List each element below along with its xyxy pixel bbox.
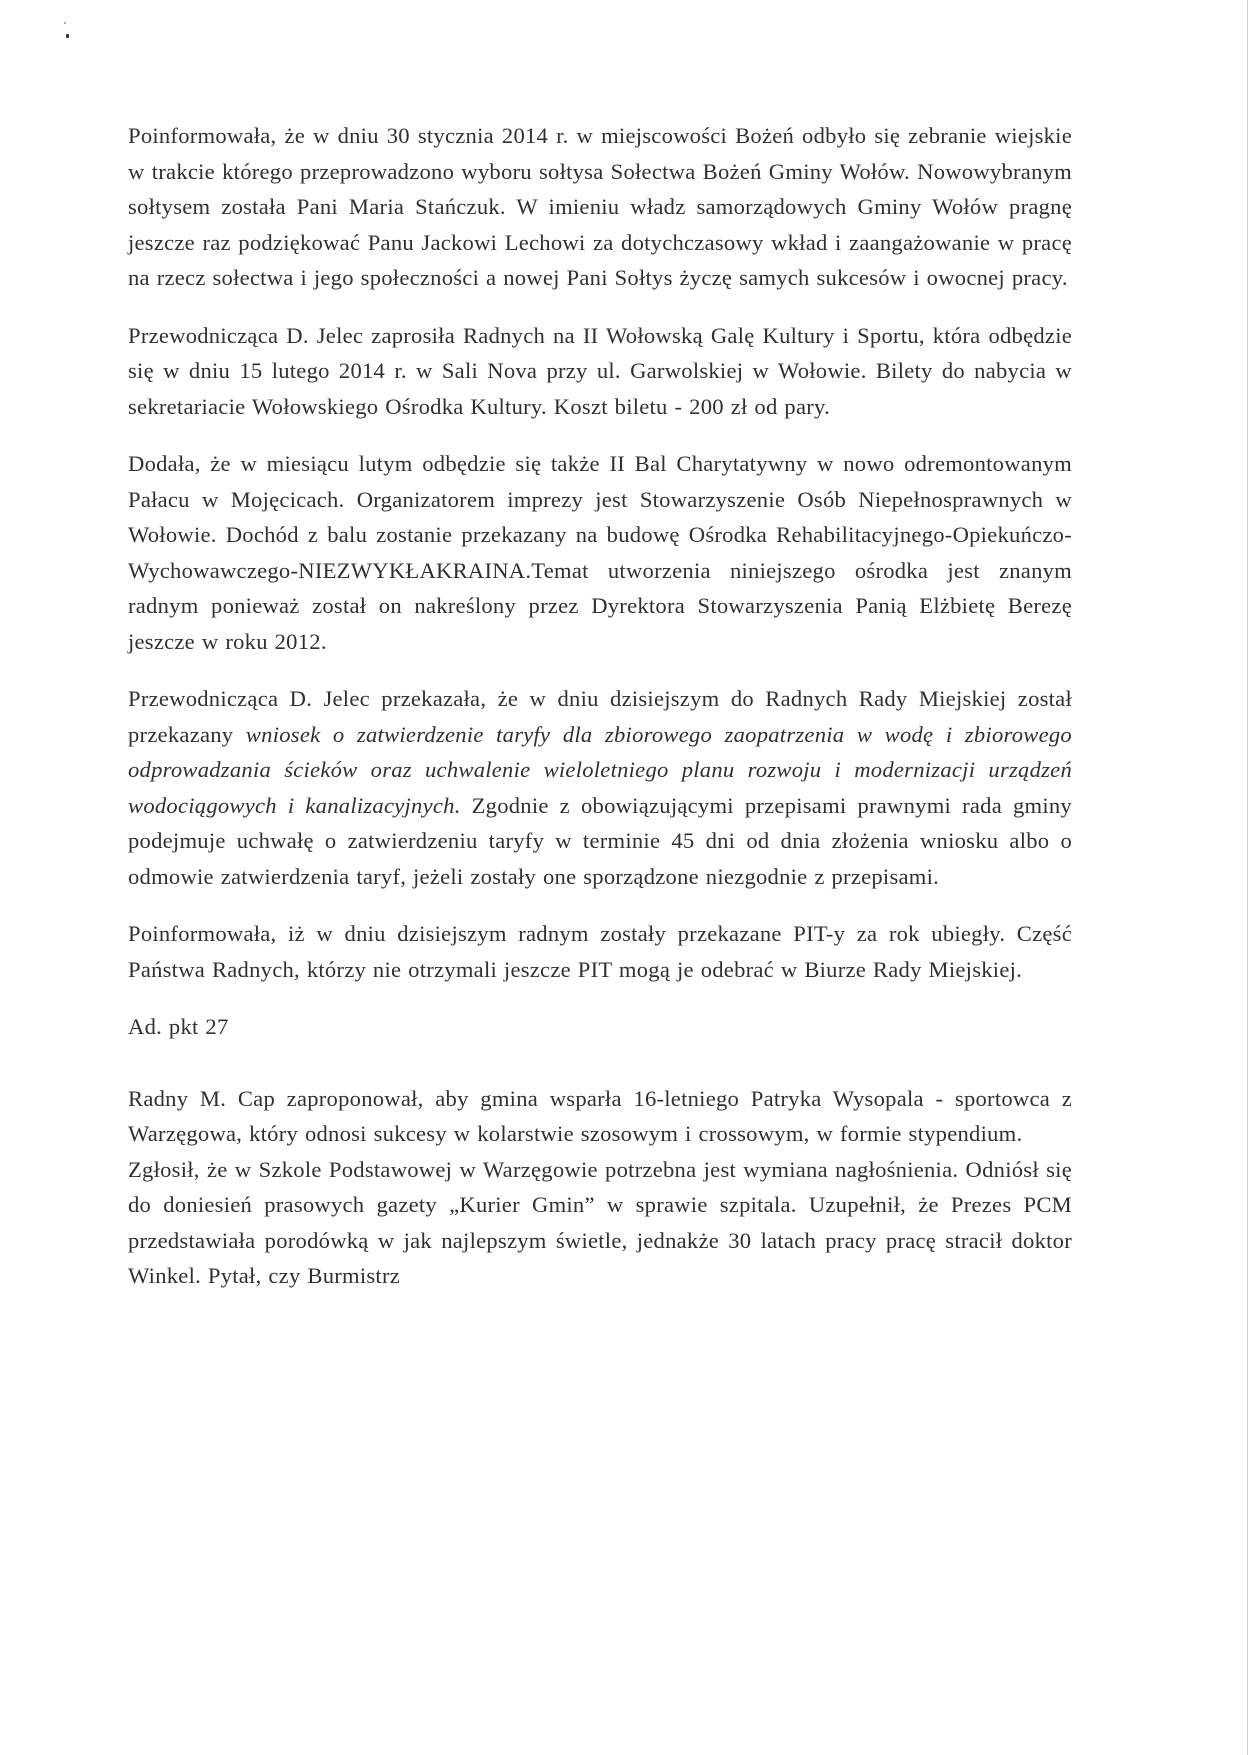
tariff-motion-title: wniosek o zatwierdzenie taryfy dla zbiorowego zaopatrzenia w wodę i zbiorowego odprowadzania ścieków oraz uchwalenie wieloletniego planu rozwoju i modernizacji urządzeń wodociągowych i kanalizacyjnych. — [128, 721, 1072, 818]
tariff-text-rest: Zgodnie z obowiązującymi przepisami prawnymi rada gminy podejmuje uchwałę o zatwierdzeniu taryfy w terminie 45 dni od dnia złożenia wniosku albo o odmowie zatwierdzenia taryf, jeżeli zostały one sporządzone niezgodnie z przepisami. — [128, 792, 1072, 889]
scan-speck — [64, 22, 66, 24]
document-body — [128, 118, 1072, 1294]
scan-speck — [66, 34, 69, 38]
paragraph-school-and-hospital: Zgłosił, że w Szkole Podstawowej w Warzęgowie potrzebna jest wymiana nagłośnienia. Odniósł się do doniesień prasowych gazety „Kurier Gmin” w sprawie szpitala. Uzupełnił, że Prezes PCM przedstawiała porodówką w jak najlepszym świetle, jednakże 30 latach pracy pracę stracił doktor Winkel. Pytał, czy Burmistrz — [128, 1156, 1072, 1288]
paragraph-charity-ball: Dodała, że w miesiącu lutym odbędzie się także II Bal Charytatywny w nowo odremontowanym Pałacu w Mojęcicach. Organizatorem imprezy jest Stowarzyszenie Osób Niepełnosprawnych w Wołowie. Dochód z balu zostanie przekazany na budowę Ośrodka Rehabilitacyjnego-Opiekuńczo-Wychowawczego-NIEZWYKŁAKRAINA.Temat utworzenia niniejszego ośrodka jest znanym radnym ponieważ został on nakreślony przez Dyrektora Stowarzyszenia Panią Elżbietę Berezę jeszcze w roku 2012. — [128, 451, 1072, 654]
tariff-text-intro: Przewodnicząca D. Jelec przekazała, że w dniu dzisiejszym do Radnych Rady Miejskiej został przekazany — [128, 686, 1072, 747]
paragraph-culture-gala: Przewodnicząca D. Jelec zaprosiła Radnych na II Wołowską Galę Kultury i Sportu, która odbędzie się w dniu 15 lutego 2014 r. w Sali Nova przy ul. Garwolskiej w Wołowie. Bilety do nabycia w sekretariacie Wołowskiego Ośrodka Kultury. Koszt biletu - 200 zł od pary. — [128, 322, 1072, 419]
paragraph-scholarship-proposal: Radny M. Cap zaproponował, aby gmina wsparła 16-letniego Patryka Wysopala - sportowca z Warzęgowa, który odnosi sukcesy w kolarstwie szosowym i crossowym, w formie stypendium. — [128, 1085, 1072, 1146]
paragraph-pit-forms: Poinformowała, iż w dniu dzisiejszym radnym zostały przekazane PIT-y za rok ubiegły. Część Państwa Radnych, którzy nie otrzymali jeszcze PIT mogą je odebrać w Biurze Rady Miejskiej. — [128, 921, 1072, 982]
paragraph-tariff-motion — [128, 681, 1072, 894]
agenda-item-heading: Ad. pkt 27 — [128, 1014, 229, 1039]
paragraph-council-village-meeting: Poinformowała, że w dniu 30 stycznia 2014 r. w miejscowości Bożeń odbyło się zebranie wiejskie w trakcie którego przeprowadzono wyboru sołtysa Sołectwa Bożeń Gminy Wołów. Nowowybranym sołtysem została Pani Maria Stańczuk. W imieniu władz samorządowych Gminy Wołów pragnę jeszcze raz podziękować Panu Jackowi Lechowi za dotychczasowy wkład i zaangażowanie w pracę na rzecz sołectwa i jego społeczności a nowej Pani Sołtys życzę samych sukcesów i owocnej pracy. — [128, 123, 1072, 290]
